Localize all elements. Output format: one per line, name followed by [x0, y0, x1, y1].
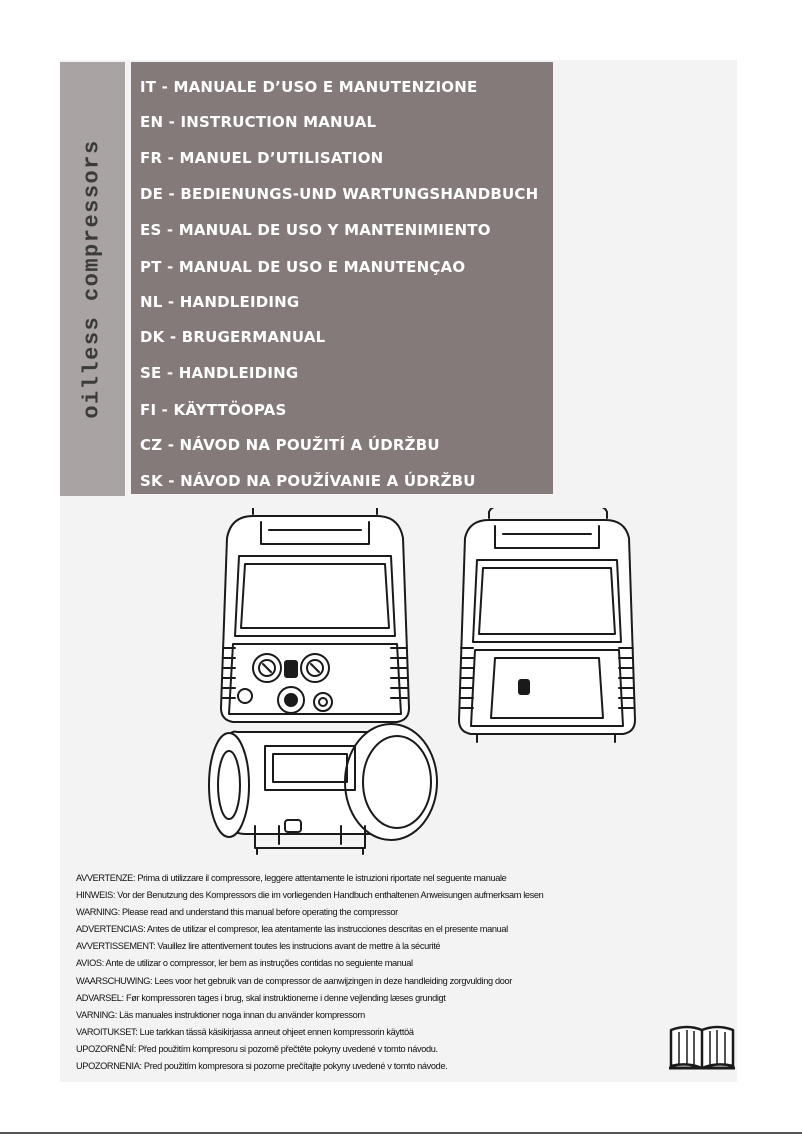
language-item-cz: CZ - NÁVOD NA POUŽITÍ A ÚDRŽBU [140, 436, 440, 454]
warning-fi: VAROITUKSET: Lue tarkkan tässä käsikirjassa anneut ohjeet ennen kompressorin käyttöä [76, 1026, 414, 1037]
language-item-fr: FR - MANUEL D’UTILISATION [140, 149, 384, 167]
warning-en: WARNING: Please read and understand this manual before operating the compressor [76, 907, 398, 918]
warning-dk: ADVARSEL: Før kompressoren tages i brug, skal instruktionerne i denne vejlending læses grundigt [76, 992, 446, 1003]
warning-de: HINWEIS: Vor der Benutzung des Kompressors die im vorliegenden Handbuch enthaltenen Anweisungen aufmerksam lesen [76, 890, 544, 901]
left-compressor [209, 508, 437, 854]
warning-se: VARNING: Läs manuales instruktioner noga innan du använder kompressorn [76, 1009, 365, 1020]
right-compressor [459, 508, 635, 742]
language-panel [131, 62, 553, 494]
side-title: oilless compressors [79, 139, 105, 419]
bottom-rule [0, 1132, 802, 1134]
language-item-se: SE - HANDLEIDING [140, 364, 299, 382]
warning-fr: AVVERTISSEMENT: Vauillez lire attentivement toutes les instrucions avant de mettre à la sécurité [76, 941, 441, 952]
warning-es: ADVERTENCIAS: Antes de utilizar el compresor, lea atentamente las instrucciones descritas en el presente manual [76, 924, 508, 935]
warning-nl: WAARSCHUWING: Lees voor het gebruik van de compressor de aanwijzingen in deze handleiding zorgvulding door [76, 975, 512, 986]
language-item-fi: FI - KÄYTTÖOPAS [140, 401, 287, 419]
language-item-it: IT - MANUALE D’USO E MANUTENZIONE [140, 78, 478, 96]
warnings-block [76, 870, 636, 1075]
language-item-es: ES - MANUAL DE USO Y MANTENIMIENTO [140, 221, 491, 239]
language-item-en: EN - INSTRUCTION MANUAL [140, 113, 377, 131]
compressor-illustration [195, 508, 655, 866]
open-book-icon [667, 1022, 737, 1072]
language-item-nl: NL - HANDLEIDING [140, 293, 300, 311]
warning-it: AVVERTENZE: Prima di utilizzare il compressore, leggere attentamente le istruzioni riportate nel seguente manuale [76, 873, 507, 883]
language-item-pt: PT - MANUAL DE USO E MANUTENÇAO [140, 258, 466, 276]
language-item-dk: DK - BRUGERMANUAL [140, 328, 326, 346]
language-item-sk: SK - NÁVOD NA POUŽÍVANIE A ÚDRŽBU [140, 472, 476, 490]
language-item-de: DE - BEDIENUNGS-UND WARTUNGSHANDBUCH [140, 185, 539, 203]
warning-cz: UPOZORNĚNÍ: Před použitím kompresoru si pozorně přečtěte pokyny uvedené v tomto návodu. [76, 1043, 438, 1054]
warning-sk: UPOZORNENIA: Pred použitím kompresora si pozorne prečítajte pokyny uvedené v tomto návode. [76, 1061, 448, 1072]
warning-pt: AVIOS: Ante de utilizar o compressor, ler bem as instruções contidas no seguiente manual [76, 958, 413, 969]
